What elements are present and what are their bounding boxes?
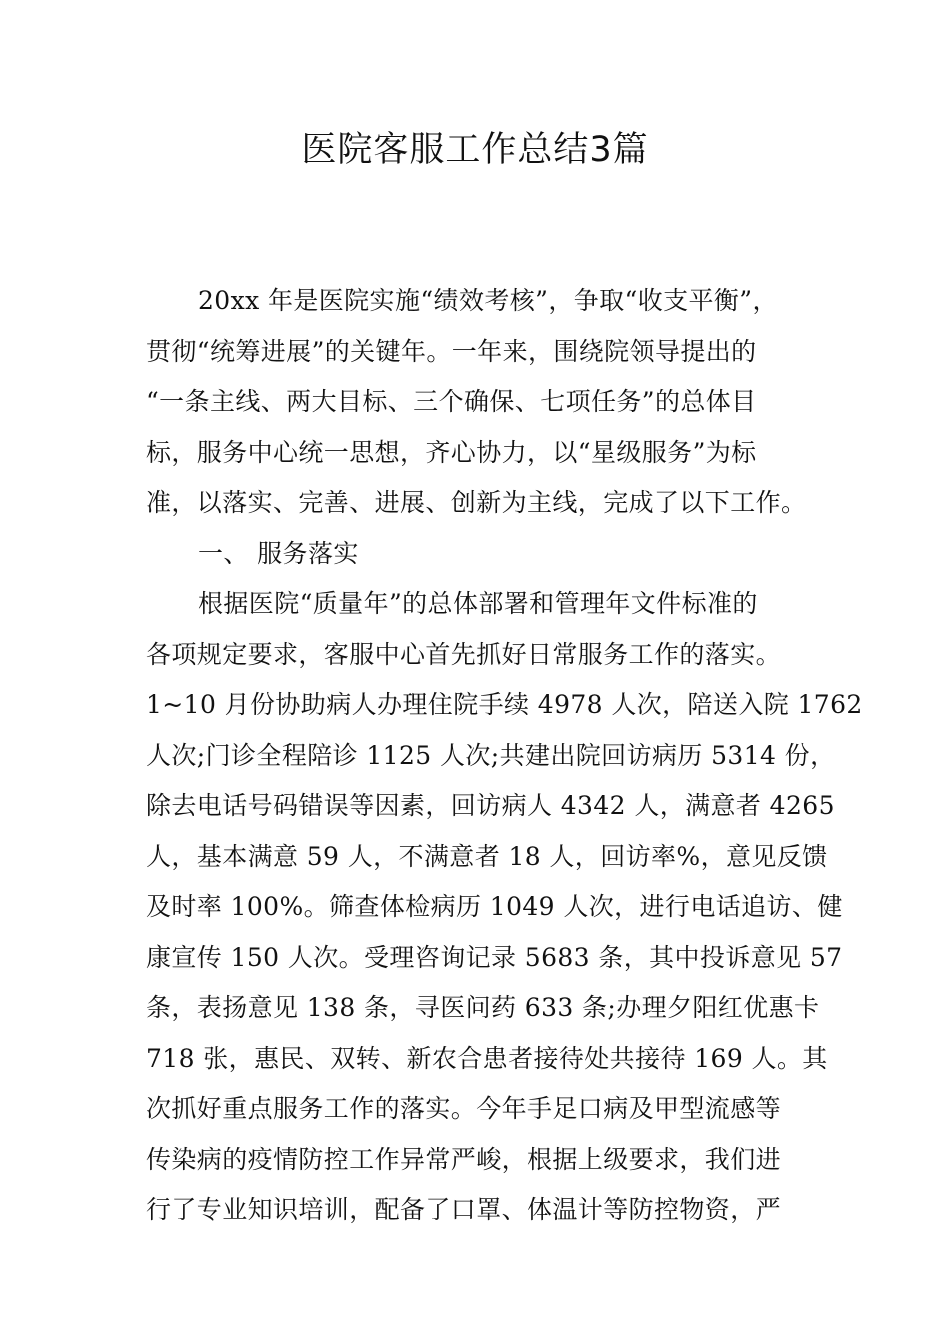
- paragraph-line: 718 张，惠民、双转、新农合患者接待处共接待 169 人。其: [146, 1043, 828, 1073]
- paragraph-line: 行了专业知识培训，配备了口罩、体温计等防控物资，严: [146, 1195, 782, 1224]
- paragraph-line: 人次;门诊全程陪诊 1125 人次;共建出院回访病历 5314 份，: [146, 740, 836, 770]
- paragraph-line: 传染病的疫情防控工作异常严峻，根据上级要求，我们进: [146, 1144, 782, 1174]
- paragraph-line: “一条主线、两大目标、三个确保、七项任务”的总体目: [146, 387, 757, 416]
- paragraph-line: 1~10 月份协助病人办理住院手续 4978 人次，陪送入院 1762: [146, 690, 863, 719]
- paragraph-line: 除去电话号码错误等因素，回访病人 4342 人，满意者 4265: [146, 791, 835, 820]
- paragraph-line: 次抓好重点服务工作的落实。今年手足口病及甲型流感等: [146, 1094, 782, 1123]
- paragraph-line: 条，表扬意见 138 条，寻医问药 633 条;办理夕阳红优惠卡: [146, 993, 820, 1022]
- section-heading: 一、 服务落实: [198, 538, 359, 568]
- paragraph-line: 准，以落实、完善、进展、创新为主线，完成了以下工作。: [146, 488, 807, 517]
- document-title: 医院客服工作总结3篇: [301, 130, 649, 170]
- document-body: [146, 276, 863, 1236]
- paragraph-line: 贯彻“统筹进展”的关键年。一年来，围绕院领导提出的: [146, 336, 757, 366]
- paragraph-line: 及时率 100%。筛查体检病历 1049 人次，进行电话追访、健: [146, 892, 843, 921]
- paragraph-line: 人，基本满意 59 人，不满意者 18 人，回访率%，意见反馈: [146, 841, 828, 871]
- paragraph-line: 各项规定要求，客服中心首先抓好日常服务工作的落实。: [146, 639, 782, 669]
- paragraph-line: 标，服务中心统一思想，齐心协力，以“星级服务”为标: [146, 437, 757, 467]
- paragraph-line: 20xx 年是医院实施“绩效考核”，争取“收支平衡”，: [198, 286, 778, 315]
- paragraph-line: 康宣传 150 人次。受理咨询记录 5683 条，其中投诉意见 57: [146, 942, 843, 972]
- paragraph-line: 根据医院“质量年”的总体部署和管理年文件标准的: [198, 589, 758, 618]
